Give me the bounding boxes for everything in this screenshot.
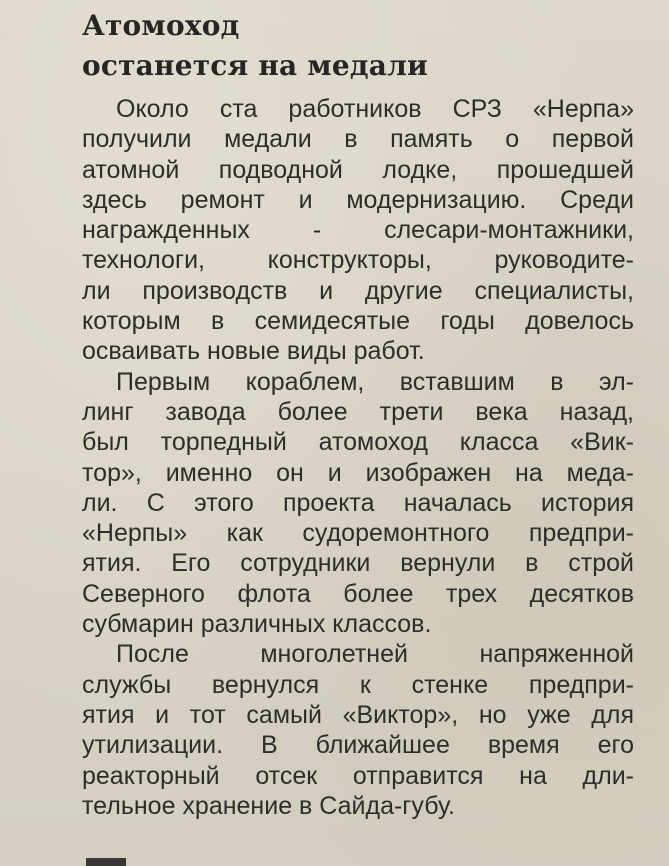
text-line: Около ста работников СРЗ «Нерпа» <box>116 95 634 123</box>
text-line: После многолетней напряженной <box>116 640 634 669</box>
text-line: награжденных - слесари-монтажники, <box>82 216 634 245</box>
article-headline <box>82 6 634 86</box>
text-line: утилизации. В ближайшее время его <box>82 731 634 760</box>
paragraph-2 <box>82 367 634 640</box>
text-line: технологи, конструкторы, руководите- <box>82 246 634 275</box>
text-line: ли производств и другие специалисты, <box>82 276 634 305</box>
news-article <box>82 6 634 821</box>
text-line: Северного флота более трех десятков <box>82 579 634 608</box>
text-line: ятия и тот самый «Виктор», но уже для <box>82 700 634 729</box>
text-line: был торпедный атомоход класса «Вик- <box>82 428 634 457</box>
text-line: службы вернулся к стенке предпри- <box>82 670 634 699</box>
headline-line: останется на медали <box>82 49 428 82</box>
text-line: получили медали в память о первой <box>82 125 634 154</box>
text-line: реакторный отсек отправится на дли- <box>82 761 634 790</box>
next-article-edge <box>86 858 126 866</box>
text-line: атомной подводной лодке, прошедшей <box>82 155 634 184</box>
text-line: осваивать новые виды работ. <box>82 337 425 366</box>
text-line: которым в семидесятые годы довелось <box>82 307 634 336</box>
paragraph-3 <box>82 639 634 821</box>
text-line: линг завода более трети века назад, <box>82 397 634 426</box>
text-line: Первым кораблем, вставшим в эл- <box>116 367 634 396</box>
text-line: тельное хранение в Сайда-губу. <box>82 791 455 820</box>
text-line: «Нерпы» как судоремонтного предпри- <box>82 519 634 548</box>
headline-line: Атомоход <box>82 9 240 42</box>
text-line: здесь ремонт и модернизацию. Среди <box>82 185 634 214</box>
text-line: субмарин различных классов. <box>82 610 432 639</box>
text-line: тор», именно он и изображен на меда- <box>82 458 634 487</box>
text-line: ли. С этого проекта началась история <box>82 488 634 517</box>
text-line: ятия. Его сотрудники вернули в строй <box>82 549 634 578</box>
paragraph-1 <box>82 94 634 367</box>
